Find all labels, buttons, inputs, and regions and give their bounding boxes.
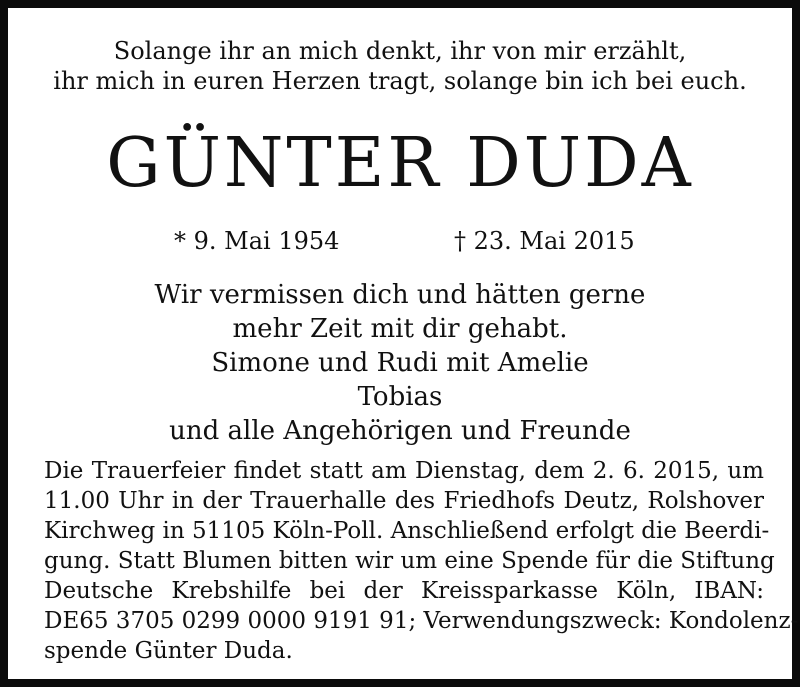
details-line-6: DE65 3705 0299 0000 9191 91; Verwendungszweck: Kondolenz- [44,608,799,634]
deceased-name: GÜNTER DUDA [106,124,694,203]
mourners-line-4: Tobias [357,382,443,412]
mourners-line-1: Wir vermissen dich und hätten gerne [154,280,646,310]
details-line-3: Kirchweg in 51105 Köln-Poll. Anschließend erfolgt die Beerdi- [44,518,770,544]
details-line-5: Deutsche Krebshilfe bei der Kreissparkasse Köln, IBAN: [44,578,764,604]
birth-date: * 9. Mai 1954 [174,227,340,255]
details-line-4: gung. Statt Blumen bitten wir um eine Spende für die Stiftung [44,548,775,574]
quote-line-2: ihr mich in euren Herzen tragt, solange bin ich bei euch. [53,67,747,95]
details-line-2: 11.00 Uhr in der Trauerhalle des Friedhofs Deutz, Rolshover [44,488,764,514]
mourners-line-3: Simone und Rudi mit Amelie [211,348,589,378]
death-date: † 23. Mai 2015 [454,227,635,255]
details-line-1: Die Trauerfeier findet statt am Dienstag, dem 2. 6. 2015, um [44,458,764,484]
quote-line-1: Solange ihr an mich denkt, ihr von mir erzählt, [113,37,687,65]
mourners-line-5: und alle Angehörigen und Freunde [169,416,631,446]
details-line-7: spende Günter Duda. [44,638,293,664]
mourners-line-2: mehr Zeit mit dir gehabt. [232,314,568,344]
